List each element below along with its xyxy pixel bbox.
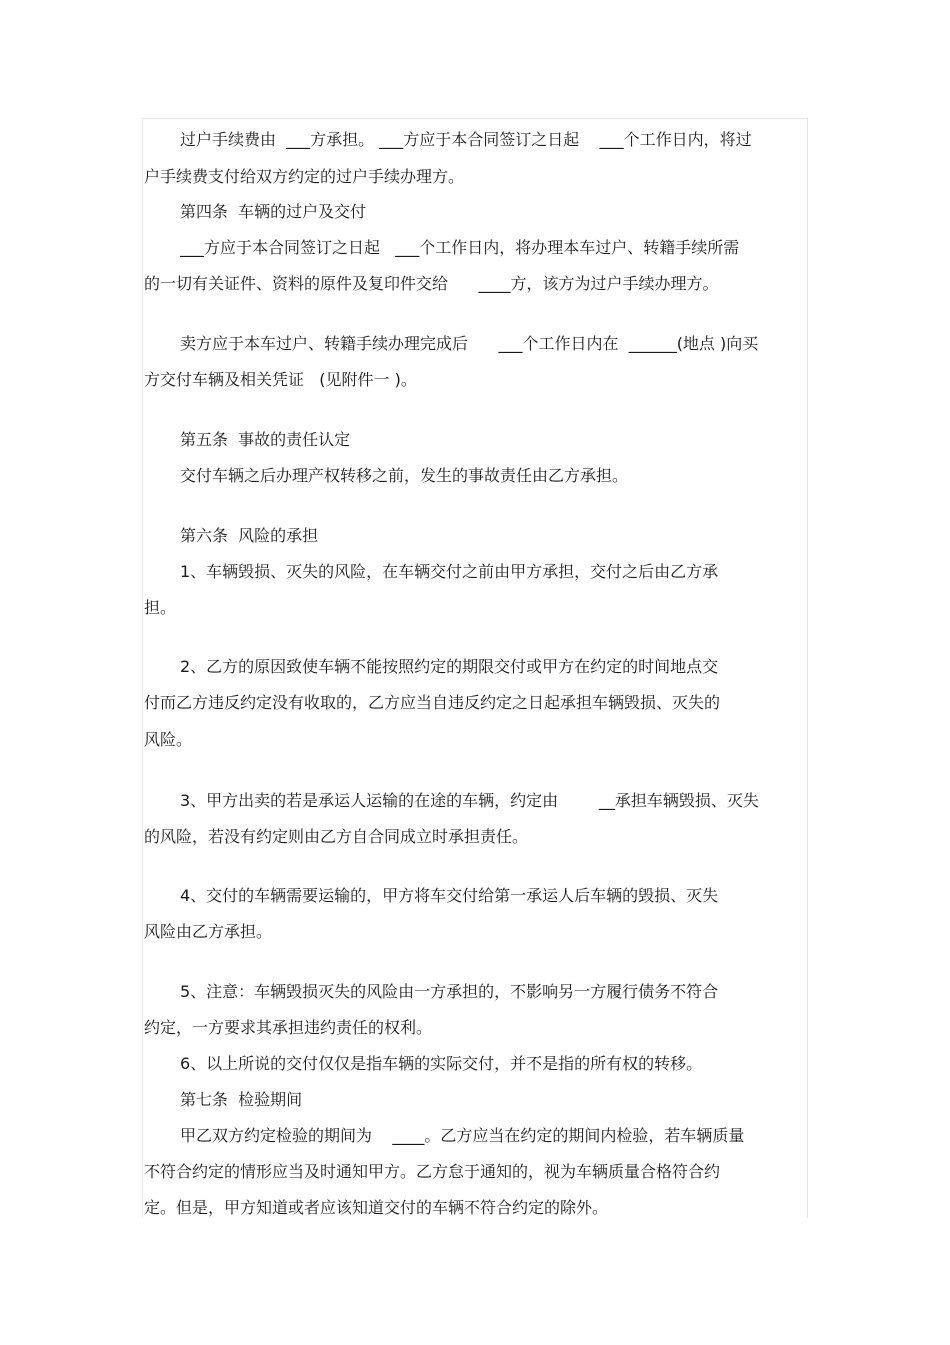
- section-heading: 第七条 检验期间: [180, 1090, 303, 1109]
- text-line: 风险由乙方承担。: [144, 922, 273, 941]
- section-heading: 第四条 车辆的过户及交付: [180, 202, 367, 221]
- text-line: 户手续费支付给双方约定的过户手续办理方。: [144, 167, 465, 186]
- text-line: 付而乙方违反约定没有收取的，乙方应当自违反约定之日起承担车辆毁损、灭失的: [144, 693, 721, 712]
- text-line: 方交付车辆及相关凭证 (见附件一 )。: [144, 370, 417, 389]
- text-line: 1、车辆毁损、灭失的风险，在车辆交付之前由甲方承担，交付之后由乙方承: [180, 562, 719, 581]
- text-line: 的风险，若没有约定则由乙方自合同成立时承担责任。: [144, 827, 529, 846]
- text-line: 5、注意：车辆毁损灭失的风险由一方承担的，不影响另一方履行债务不符合: [180, 982, 719, 1001]
- text-line: 3、甲方出卖的若是承运人运输的在途的车辆，约定由 __承担车辆毁损、灭失: [180, 791, 759, 810]
- text-line: 交付车辆之后办理产权转移之前，发生的事故责任由乙方承担。: [180, 466, 629, 485]
- section-heading: 第五条 事故的责任认定: [180, 430, 351, 449]
- text-line: 过户手续费由 ___方承担。 ___方应于本合同签订之日起 ___个工作日内，将过: [180, 130, 752, 149]
- text-line: 担。: [144, 598, 177, 617]
- text-line: 卖方应于本车过户、转籍手续办理完成后 ___个工作日内在 ______(地点 )向买: [180, 334, 759, 353]
- text-line: 6、以上所说的交付仅仅是指车辆的实际交付，并不是指的所有权的转移。: [180, 1054, 703, 1073]
- section-heading: 第六条 风险的承担: [180, 526, 319, 545]
- text-line: 风险。: [144, 730, 193, 749]
- text-line: 不符合约定的情形应当及时通知甲方。乙方怠于通知的，视为车辆质量合格符合约: [144, 1162, 721, 1181]
- text-line: 约定，一方要求其承担违约责任的权利。: [144, 1018, 433, 1037]
- text-line: 定。但是，甲方知道或者应该知道交付的车辆不符合约定的除外。: [144, 1198, 609, 1217]
- text-line: 的一切有关证件、资料的原件及复印件交给 ____方，该方为过户手续办理方。: [144, 274, 719, 293]
- text-line: 2、乙方的原因致使车辆不能按照约定的期限交付或甲方在约定的时间地点交: [180, 657, 719, 676]
- text-line: 甲乙双方约定检验的期间为 ____。乙方应当在约定的期间内检验，若车辆质量: [180, 1126, 745, 1145]
- text-line: ___方应于本合同签订之日起 ___个工作日内，将办理本车过户、转籍手续所需: [180, 238, 740, 257]
- text-line: 4、交付的车辆需要运输的，甲方将车交付给第一承运人后车辆的毁损、灭失: [180, 886, 719, 905]
